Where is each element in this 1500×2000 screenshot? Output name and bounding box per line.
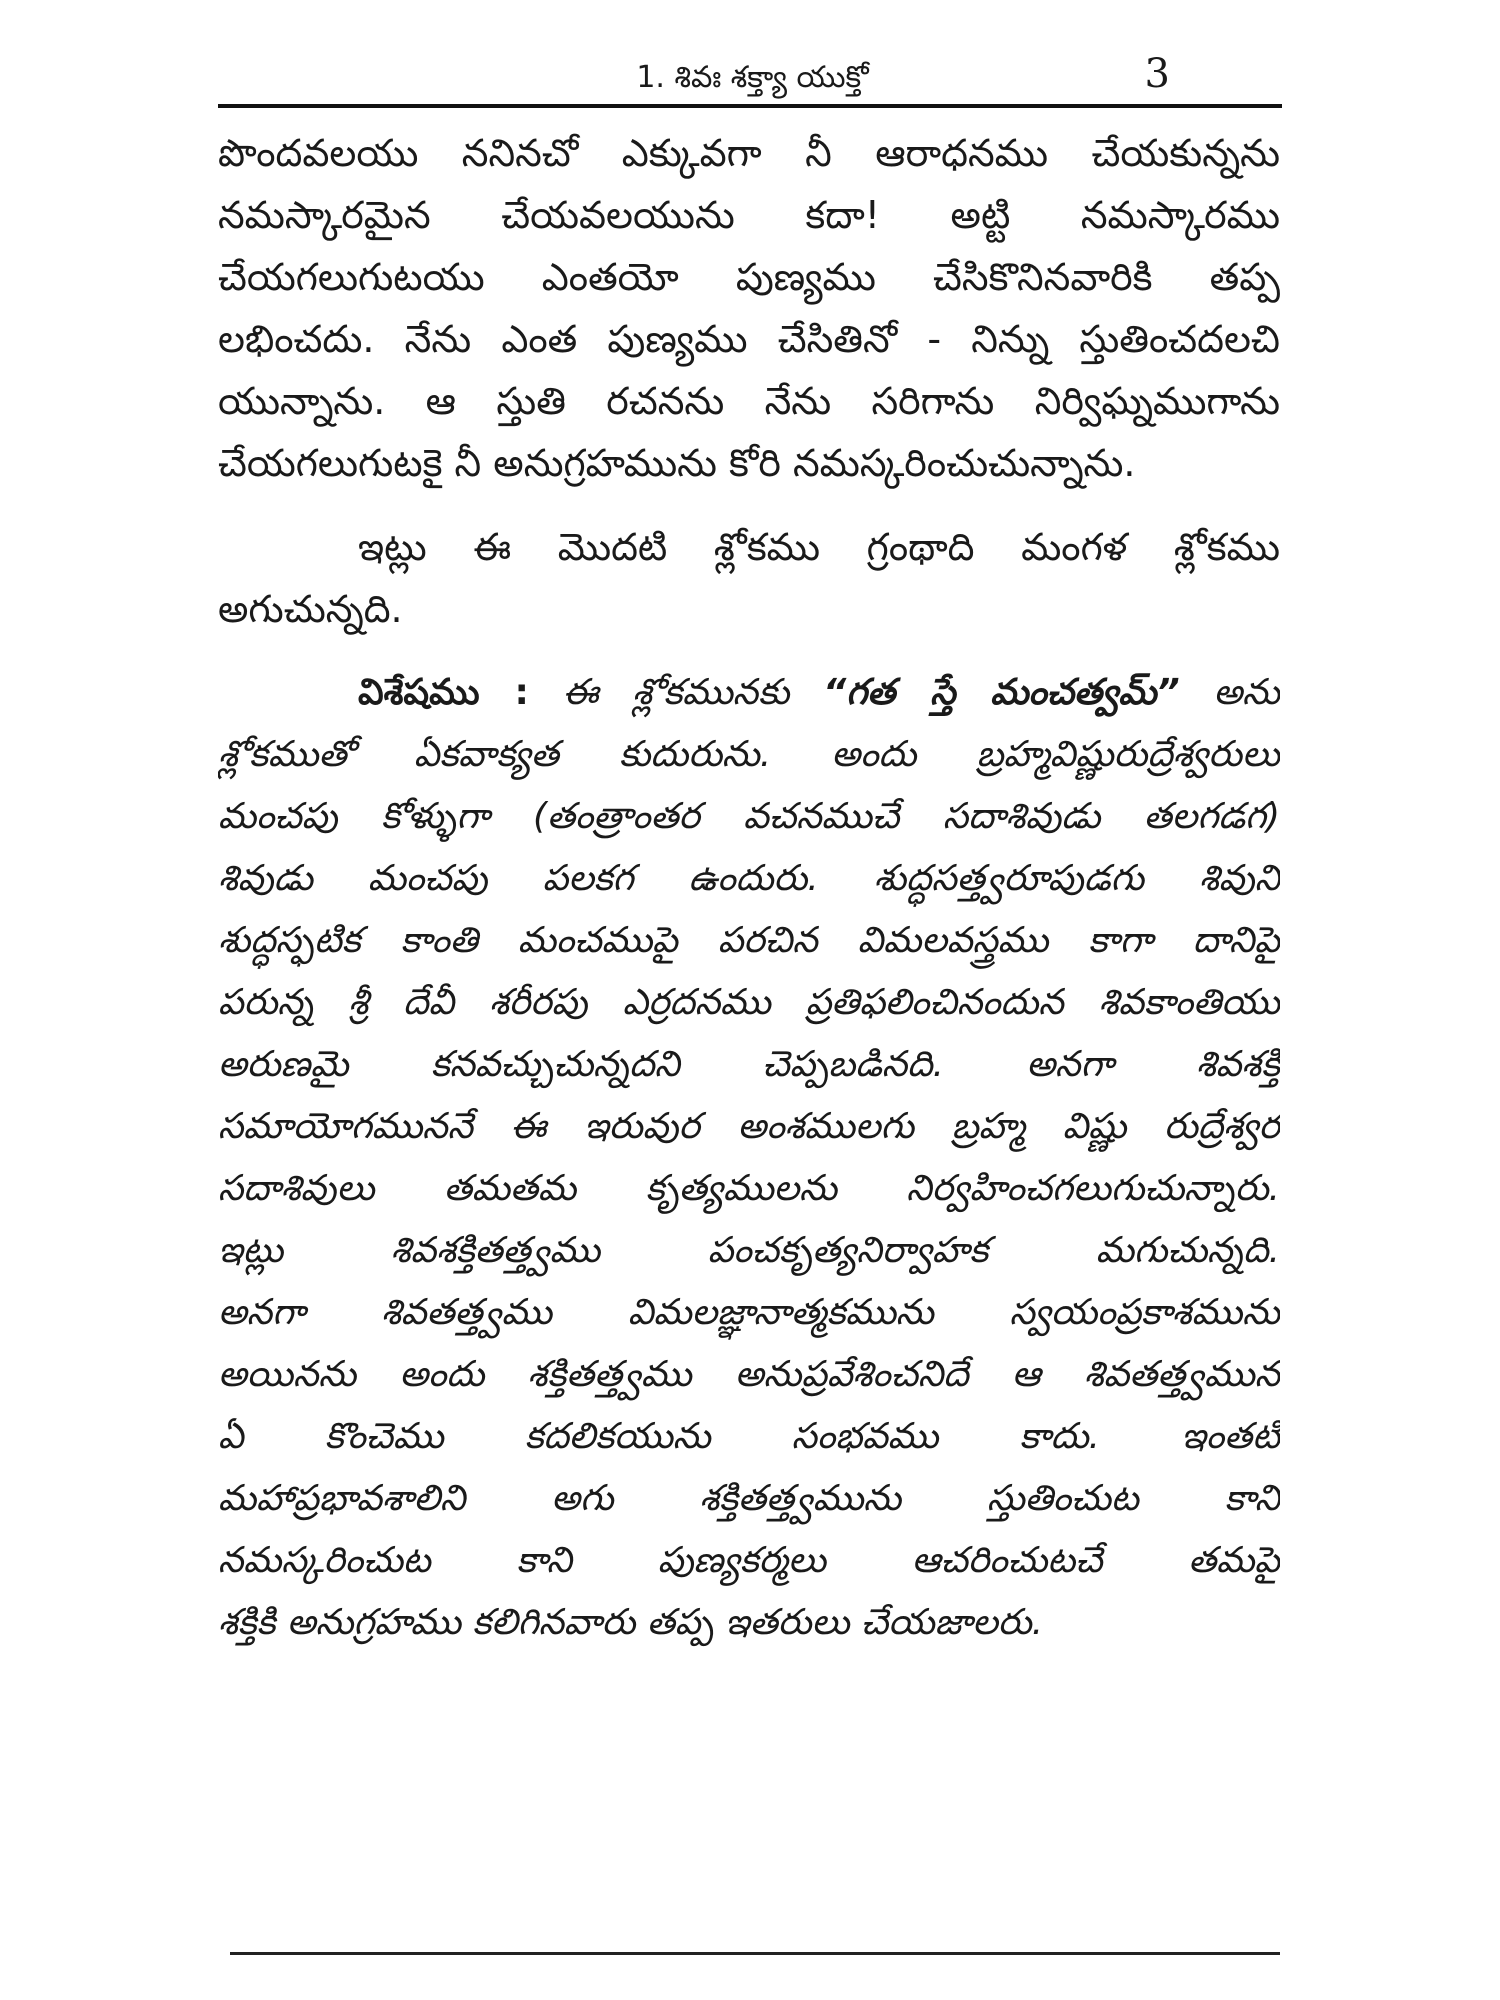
paragraph-2 bbox=[218, 516, 1280, 640]
paragraph-line: సదాశివులు తమతమ కృత్యములను నిర్వహించగలుగుచున్నారు. bbox=[218, 1168, 1280, 1209]
paragraph-line: ఇట్లు ఈ మొదటి శ్లోకము గ్రంథాది మంగళ శ్లోకము bbox=[358, 525, 1280, 569]
running-header bbox=[225, 46, 1280, 106]
paragraph-line: పరున్న శ్రీ దేవీ శరీరపు ఎర్రదనము ప్రతిఫలించినందున శివకాంతియు bbox=[218, 982, 1280, 1023]
paragraph-line: అయినను అందు శక్తితత్త్వము అనుప్రవేశించనిదే ఆ శివతత్త్వమున bbox=[218, 1354, 1280, 1395]
paragraph-line: లభించదు. నేను ఎంత పుణ్యము చేసితినో - నిన్ను స్తుతించదలచి bbox=[218, 317, 1280, 361]
paragraph-line: శక్తికి అనుగ్రహము కలిగినవారు తప్ప ఇతరులు చేయజాలరు. bbox=[218, 1602, 1044, 1643]
lead-text: ఈ శ్లోకమునకు bbox=[528, 672, 824, 713]
paragraph-line: మంచపు కోళ్ళుగా (తంత్రాంతర వచనముచే సదాశివుడు తలగడగ) bbox=[218, 796, 1280, 837]
paragraph-line: పొందవలయు ననినచో ఎక్కువగా నీ ఆరాధనము చేయకున్నను bbox=[218, 131, 1280, 175]
paragraph-line: అనగా శివతత్త్వము విమలజ్ఞానాత్మకమును స్వయంప్రకాశమును bbox=[218, 1292, 1280, 1333]
paragraph-line: అరుణమై కనవచ్చుచున్నదని చెప్పబడినది. అనగా శివశక్తి bbox=[218, 1044, 1280, 1085]
paragraph-line: నమస్కారమైన చేయవలయును కదా! అట్టి నమస్కారము bbox=[218, 193, 1280, 237]
lead-tail: అను bbox=[1179, 672, 1280, 713]
paragraph-line: ఇట్లు శివశక్తితత్త్వము పంచకృత్యనిర్వాహక మగుచున్నది. bbox=[218, 1230, 1280, 1271]
paragraph-line: యున్నాను. ఆ స్తుతి రచనను నేను సరిగాను నిర్విఘ్నముగాను bbox=[218, 379, 1280, 423]
paragraph-line: ఏ కొంచెము కదలికయును సంభవము కాదు. ఇంతటి bbox=[218, 1416, 1280, 1457]
paragraph-1 bbox=[218, 122, 1280, 494]
special-note-label: విశేషము : bbox=[358, 672, 529, 713]
header-rule bbox=[218, 104, 1282, 108]
paragraph-line: సమాయోగముననే ఈ ఇరువుర అంశములగు బ్రహ్మ విష్ణు రుద్రేశ్వర bbox=[218, 1106, 1280, 1147]
paragraph-line: మహాప్రభావశాలిని అగు శక్తితత్త్వమును స్తుతించుట కాని bbox=[218, 1478, 1280, 1519]
paragraph-line: చేయగలుగుటయు ఎంతయో పుణ్యము చేసికొనినవారికి తప్ప bbox=[218, 255, 1280, 299]
paragraph-line: నమస్కరించుట కాని పుణ్యకర్మలు ఆచరించుటచే తమపై bbox=[218, 1540, 1280, 1581]
footer-rule bbox=[230, 1952, 1280, 1955]
paragraph-line: అగుచున్నది. bbox=[218, 587, 403, 631]
page-number: 3 bbox=[1144, 51, 1170, 97]
paragraph-line: శివుడు మంచపు పలకగ ఉందురు. శుద్ధసత్త్వరూపుడగు శివుని bbox=[218, 858, 1280, 899]
paragraph-3 bbox=[218, 662, 1280, 1654]
running-title: 1. శివః శక్త్యా యుక్తో bbox=[636, 60, 869, 95]
paragraph-line: చేయగలుగుటకై నీ అనుగ్రహమును కోరి నమస్కరించుచున్నాను. bbox=[218, 441, 1136, 485]
paragraph-line: శుద్ధస్ఫటిక కాంతి మంచముపై పరచిన విమలవస్త్రము కాగా దానిపై bbox=[218, 920, 1280, 961]
body-text bbox=[218, 122, 1280, 1654]
paragraph-lead-line bbox=[218, 662, 1280, 724]
paragraph-line: శ్లోకముతో ఏకవాక్యత కుదురును. అందు బ్రహ్మవిష్ణురుద్రేశ్వరులు bbox=[218, 734, 1280, 775]
quoted-phrase: “గత స్తే మంచత్వమ్” bbox=[823, 672, 1180, 713]
